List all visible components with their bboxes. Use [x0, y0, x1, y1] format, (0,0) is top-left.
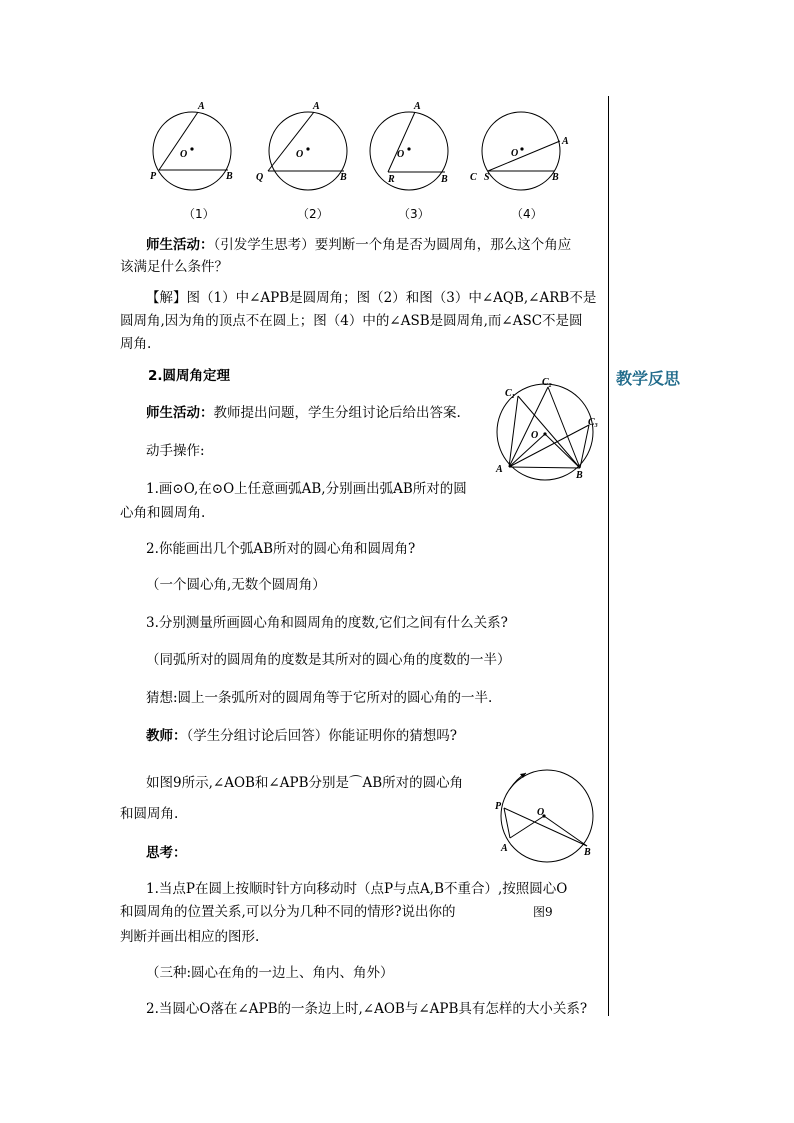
figc-label-b: B — [576, 470, 583, 481]
fig1-label-o: O — [180, 149, 188, 160]
fig2-label-q: Q — [256, 172, 264, 183]
a2: （一个圆心角,无数个圆周角） — [146, 577, 326, 593]
para2-line3: 周角. — [120, 336, 152, 352]
figc-label-o: O — [531, 430, 539, 441]
q2: 2.你能画出几个弧AB所对的圆心角和圆周角? — [146, 541, 416, 557]
fig1-label-b: B — [226, 171, 233, 182]
caption-2: （2） — [297, 207, 329, 221]
para2-line2: 圆周角,因为角的顶点不在圆上；图（4）中的∠ASB是圆周角,而∠ASC不是圆 — [120, 313, 583, 329]
caption-1: （1） — [183, 207, 215, 221]
figc-label-c1: $C_1$ — [505, 388, 515, 400]
para3: 师生活动：教师提出问题，学生分组讨论后给出答案. — [146, 405, 461, 421]
figc-label-c2: $C_2$ — [542, 377, 552, 389]
teacher: 教师：（学生分组讨论后回答）你能证明你的猜想吗? — [146, 728, 457, 744]
para1-label: 师生活动： — [146, 237, 214, 253]
t1-answer: （三种:圆心在角的一边上、角内、角外） — [146, 965, 394, 981]
t1-line1: 1.当点P在圆上按顺时针方向移动时（点P与点A,B不重合）,按照圆心O — [146, 881, 568, 897]
figc-label-c3: $C_3$ — [588, 417, 598, 429]
fig3-label-a: A — [414, 101, 421, 112]
fig9-caption: 图9 — [533, 905, 553, 919]
figure-4 — [470, 112, 569, 190]
guess: 猜想:圆上一条弧所对的圆周角等于它所对的圆心角的一半. — [146, 690, 493, 706]
figure-9 — [488, 765, 606, 865]
figc-label-a: A — [496, 464, 503, 475]
think-label: 思考： — [146, 845, 187, 861]
t1-line2: 和圆周角的位置关系,可以分为几种不同的情形?说出你的 — [120, 904, 456, 920]
circle-figures-row — [140, 96, 600, 196]
fig9-text-line2: 和圆周角. — [120, 806, 179, 822]
a3: （同弧所对的圆周角的度数是其所对的圆心角的度数的一半） — [146, 652, 511, 668]
fig9-text-line1: 如图9所示,∠AOB和∠APB分别是⌒AB所对的圆心角 — [146, 775, 464, 791]
caption-4: （4） — [511, 207, 543, 221]
fig9-label-p: P — [495, 801, 502, 812]
teacher-label: 教师： — [146, 728, 187, 744]
t2: 2.当圆心O落在∠APB的一条边上时,∠AOB与∠APB具有怎样的大小关系? — [146, 1001, 588, 1017]
fig4-label-c: C — [470, 172, 477, 183]
fig3-label-b: B — [441, 174, 448, 185]
fig4-label-s: S — [484, 172, 490, 183]
fig4-label-b: B — [552, 172, 559, 183]
figure-3 — [370, 101, 448, 190]
sidebar-title: 教学反思 — [616, 369, 681, 388]
para1-line1: 师生活动：（引发学生思考）要判断一个角是否为圆周角，那么这个角应 — [146, 237, 572, 253]
figure-inscribed-angles — [488, 372, 606, 484]
column-divider — [608, 96, 609, 1016]
figure-2 — [256, 101, 347, 190]
fig3-label-o: O — [397, 149, 405, 160]
fig9-label-a: A — [501, 843, 508, 854]
q1-line2: 心角和圆周角. — [120, 505, 206, 521]
para1-line2: 该满足什么条件？ — [120, 259, 228, 275]
q1-line1: 1.画⊙O,在⊙O上任意画弧AB,分别画出弧AB所对的圆 — [146, 481, 467, 497]
para3-label: 师生活动： — [146, 405, 214, 421]
fig9-label-o: O — [537, 807, 545, 818]
fig4-label-a: A — [562, 136, 569, 147]
figure-1 — [150, 101, 233, 190]
fig2-label-a: A — [313, 101, 320, 112]
fig9-label-b: B — [584, 847, 591, 858]
hands-on-label: 动手操作: — [146, 443, 205, 459]
caption-3: （3） — [398, 207, 430, 221]
para2-line1: 【解】图（1）中∠APB是圆周角；图（2）和图（3）中∠AQB,∠ARB不是 — [146, 290, 597, 306]
t1-line3: 判断并画出相应的图形. — [120, 929, 260, 945]
fig3-label-r: R — [388, 174, 395, 185]
fig2-label-o: O — [296, 149, 304, 160]
fig4-label-o: O — [511, 148, 519, 159]
fig1-label-a: A — [198, 101, 205, 112]
section2-title: 2.圆周角定理 — [148, 368, 231, 384]
fig1-label-p: P — [150, 171, 157, 182]
q3: 3.分别测量所画圆心角和圆周角的度数,它们之间有什么关系? — [146, 615, 508, 631]
fig2-label-b: B — [340, 172, 347, 183]
